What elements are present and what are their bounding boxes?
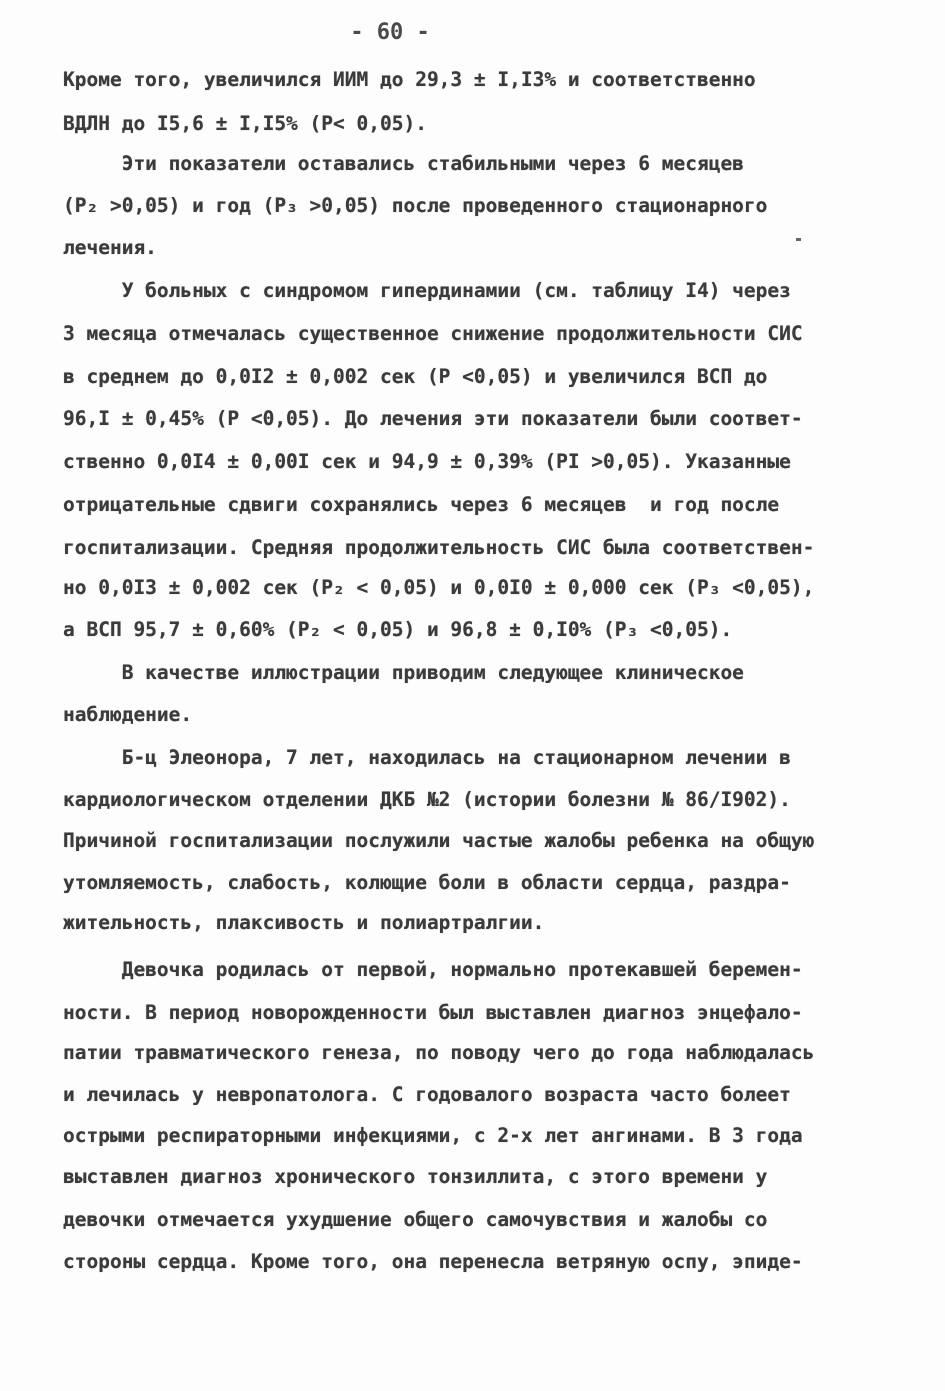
text-line: (P₂ >0,05) и год (P₃ >0,05) после проведенного стационарного [63, 194, 768, 217]
text-line: Девочка родилась от первой, нормально протекавшей беремен- [63, 958, 803, 981]
text-line: Б-ц Элеонора, 7 лет, находилась на стационарном лечении в [63, 746, 791, 769]
text-line: а ВСП 95,7 ± 0,60% (P₂ < 0,05) и 96,8 ± 0,I0% (P₃ <0,05). [63, 618, 733, 641]
text-line: но 0,0I3 ± 0,002 сек (P₂ < 0,05) и 0,0I0 ± 0,000 сек (P₃ <0,05), [63, 576, 815, 599]
text-line: Причиной госпитализации послужили частые жалобы ребенка на общую [63, 829, 815, 852]
text-line: жительность, плаксивость и полиартралгии. [63, 911, 545, 934]
text-line: отрицательные сдвиги сохранялись через 6 месяцев и год после [63, 493, 780, 516]
page-number: - 60 - [350, 20, 430, 45]
text-line: 3 месяца отмечалась существенное снижение продолжительности СИС [63, 322, 803, 345]
text-line: 96,I ± 0,45% (P <0,05). До лечения эти показатели были соответ- [63, 407, 803, 430]
stray-mark [796, 238, 801, 241]
text-line: наблюдение. [63, 703, 193, 726]
text-line: Кроме того, увеличился ИИМ до 29,3 ± I,I3% и соответственно [63, 68, 756, 91]
text-line: и лечилась у невропатолога. С годовалого возраста часто болеет [63, 1083, 791, 1106]
text-line: У больных с синдромом гипердинамии (см. таблицу I4) через [63, 279, 791, 302]
text-line: стороны сердца. Кроме того, она перенесла ветряную оспу, эпиде- [63, 1250, 803, 1273]
text-line: кардиологическом отделении ДКБ №2 (истории болезни № 86/I902). [63, 788, 791, 811]
text-line: ВДЛН до I5,6 ± I,I5% (P< 0,05). [63, 112, 427, 135]
text-line: лечения. [63, 236, 157, 259]
text-line: Эти показатели оставались стабильными через 6 месяцев [63, 152, 744, 175]
text-line: выставлен диагноз хронического тонзиллита, с этого времени у [63, 1165, 768, 1188]
text-line: патии травматического генеза, по поводу чего до года наблюдалась [63, 1041, 815, 1064]
text-line: в среднем до 0,0I2 ± 0,002 сек (P <0,05) и увеличился ВСП до [63, 365, 768, 388]
text-line: В качестве иллюстрации приводим следующее клиническое [63, 661, 744, 684]
text-line: госпитализации. Средняя продолжительность СИС была соответствен- [63, 536, 815, 559]
text-line: ственно 0,0I4 ± 0,00I сек и 94,9 ± 0,39% (PI >0,05). Указанные [63, 450, 791, 473]
text-line: ности. В период новорожденности был выставлен диагноз энцефало- [63, 1001, 803, 1024]
text-line: девочки отмечается ухудшение общего самочувствия и жалобы со [63, 1208, 768, 1231]
text-line: утомляемость, слабость, колющие боли в области сердца, раздра- [63, 871, 791, 894]
text-line: острыми респираторными инфекциями, с 2-х лет ангинами. В 3 года [63, 1124, 803, 1147]
